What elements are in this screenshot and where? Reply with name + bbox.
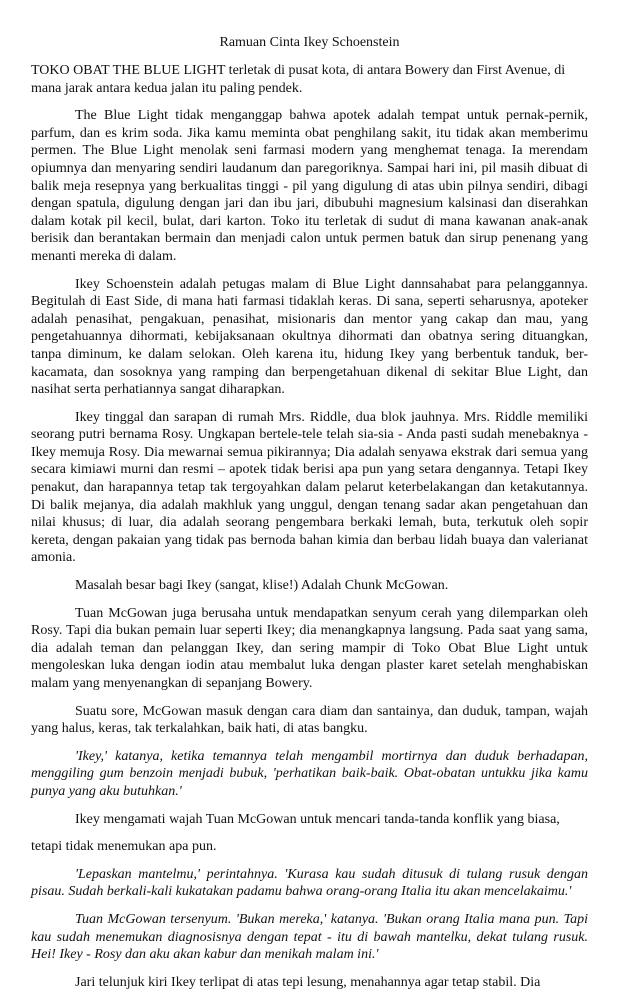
paragraph-9: Ikey mengamati wajah Tuan McGowan untuk mencari tanda-tanda konflik yang biasa,: [75, 811, 560, 827]
document-title: Ramuan Cinta Ikey Schoenstein: [219, 35, 400, 50]
paragraph-1: TOKO OBAT THE BLUE LIGHT terletak di pusat kota, di antara Bowery dan First Avenue, di mana jarak antara kedua jalan itu paling pendek.: [31, 63, 566, 96]
paragraph-3: Ikey Schoenstein adalah petugas malam di Blue Light dannsahabat para pelanggannya. Begitulah di East Side, di mana hati farmasi tidaklah keras. Di sana, seperti seharusnya, apoteker adalah penasihat, pengakuan, penasihat, misionaris dan mentor yang cakap dan mau, yang pengetahuannya dihormati, kebijaksanaan okultnya dihormati dan obatnya sering dituangkan, tanpa diminum, ke dalam selokan. Oleh karena itu, hidung Ikey yang berbentuk tanduk, ber-kacamata, dan sosoknya yang ramping dan berpengetahuan dikenal di sekitar Blue Light, dan nasihat serta perhatiannya sangat diharapkan.: [31, 276, 588, 398]
paragraph-7: Suatu sore, McGowan masuk dengan cara diam dan santainya, dan duduk, tampan, wajah yang halus, keras, tak terkalahkan, baik hati, di atas bangku.: [31, 703, 588, 737]
document-page: [31, 33, 588, 1001]
paragraph-2: The Blue Light tidak menganggap bahwa apotek adalah tempat untuk pernak-pernik, parfum, dan es krim soda. Jika kamu meminta obat penghilang sakit, itu tidak akan memberimu permen. The Blue Light menolak seni farmasi modern yang menghemat tenaga. Ia merendam opiumnya dan menyaring sendiri laudanum dan paregoriknya. Sampai hari ini, pil masih dibuat di balik meja resepnya yang berkualitas tinggi - pil yang digulung di atas ubin pilnya sendiri, dibagi dengan spatula, digulung dengan jari dan ibu jari, dibubuhi magnesium kalsinasi dan diserahkan dalam kotak pil kecil, bulat, dari karton. Toko itu terletak di sudut di mana kawanan anak-anak berisik dan berantakan bermain dan menjadi calon untuk permen batuk dan sirup penenang yang menanti mereka di dalam.: [31, 108, 588, 264]
paragraph-12-dialogue: Tuan McGowan tersenyum. 'Bukan mereka,' katanya. 'Bukan orang Italia mana pun. Tapi kau sudah menemukan diagnosisnya dengan tepat - itu di bawah mantelku, dekat tulang rusuk. Hei! Ikey - Rosy dan aku akan kabur dan menikah malam ini.': [31, 911, 588, 963]
paragraph-8-dialogue: 'Ikey,' katanya, ketika temannya telah mengambil mortirnya dan duduk berhadapan, menggiling gum benzoin menjadi bubuk, 'perhatikan baik-baik. Obat-obatan untukku jika kamu punya yang aku butuhkan.': [31, 748, 588, 799]
paragraph-13: Jari telunjuk kiri Ikey terlipat di atas tepi lesung, menahannya agar tetap stabil. Dia: [75, 974, 541, 990]
paragraph-11-dialogue: 'Lepaskan mantelmu,' perintahnya. 'Kurasa kau sudah ditusuk di tulang rusuk dengan pisau. Sudah berkali-kali kukatakan padamu bahwa orang-orang Italia itu akan mencelakaimu.': [31, 866, 588, 900]
paragraph-6: Tuan McGowan juga berusaha untuk mendapatkan senyum cerah yang dilemparkan oleh Rosy. Tapi dia bukan pemain luar seperti Ikey; dia menangkapnya langsung. Pada saat yang sama, dia adalah teman dan pelanggan Ikey, dan sering mampir di Toko Obat Blue Light untuk mengoleskan luka dengan iodin atau membalut luka dengan plaster karet setelah menghabiskan malam yang menyenangkan di sepanjang Bowery.: [31, 605, 588, 691]
paragraph-5: Masalah besar bagi Ikey (sangat, klise!) Adalah Chunk McGowan.: [75, 578, 449, 594]
paragraph-4: Ikey tinggal dan sarapan di rumah Mrs. Riddle, dua blok jauhnya. Mrs. Riddle memiliki seorang putri bernama Rosy. Ungkapan bertele-tele telah sia-sia - Anda pasti sudah menebaknya - Ikey memuja Rosy. Dia mewarnai semua pikirannya; Dia adalah senyawa ekstrak dari semua yang secara kimiawi murni dan resmi – apotek tidak berisi apa pun yang setara dengannya. Tetapi Ikey penakut, dan harapannya tetap tak tergoyahkan dalam pelarut keterbelakangan dan ketakutannya. Di balik mejanya, dia adalah makhluk yang unggul, dengan tenang sadar akan pengetahuan dan nilai khusus; di luar, dia adalah seorang pengembara berkaki lemah, buta, terkutuk oleh sopir kereta, dengan pakaian yang tidak pas bernoda bahan kimia dan berbau lidah buaya dan valerianat amonia.: [31, 409, 588, 566]
paragraph-10: tetapi tidak menemukan apa pun.: [31, 839, 217, 855]
